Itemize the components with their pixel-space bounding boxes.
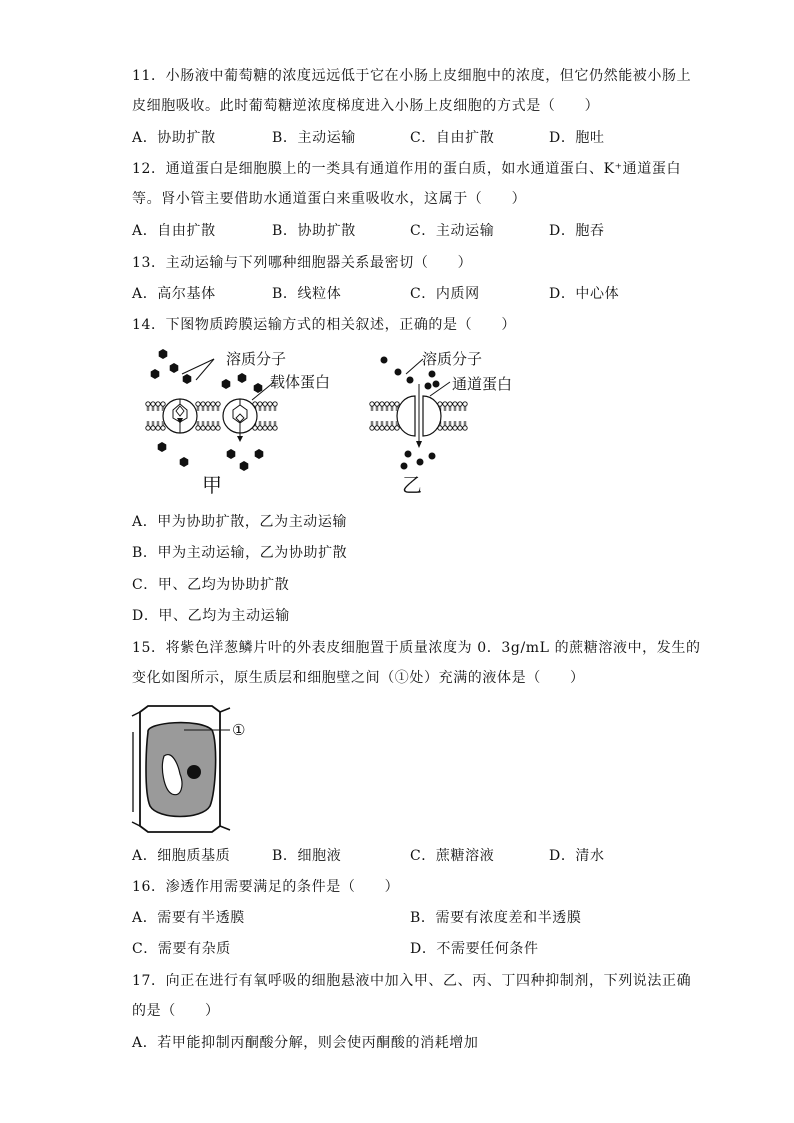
q11-option-d: D．胞吐: [549, 130, 605, 146]
q16-stem: 16．渗透作用需要满足的条件是（ ）: [132, 879, 400, 895]
q14-option-b: B．甲为主动运输，乙为协助扩散: [132, 545, 348, 561]
q16-option-c: C．需要有杂质: [132, 941, 231, 957]
q17-option-a: A．若甲能抑制丙酮酸分解，则会使丙酮酸的消耗增加: [132, 1035, 479, 1051]
q13-stem: 13．主动运输与下列哪种细胞器关系最密切（ ）: [132, 255, 473, 271]
q11-option-c: C．自由扩散: [410, 130, 495, 146]
channel-protein: [397, 384, 441, 448]
q16-option-a: A．需要有半透膜: [132, 910, 245, 926]
carrier-protein-right: [223, 399, 257, 442]
q15-option-d: D．清水: [549, 848, 605, 864]
label-yi: 乙: [402, 473, 422, 497]
q13-option-a: A．高尔基体: [132, 286, 216, 302]
q14-option-c: C．甲、乙均为协助扩散: [132, 577, 290, 593]
q16-option-d: D．不需要任何条件: [410, 941, 539, 957]
q15-stem-line2: 变化如图所示，原生质层和细胞壁之间（①处）充满的液体是（ ）: [132, 670, 585, 686]
label-channel-protein: 通道蛋白: [452, 375, 513, 393]
q12-stem-line1: 12．通道蛋白是细胞膜上的一类具有通道作用的蛋白质，如水通道蛋白、K⁺通道蛋白: [132, 161, 682, 177]
q14-stem: 14．下图物质跨膜运输方式的相关叙述，正确的是（ ）: [132, 317, 517, 333]
label-solute-yi: 溶质分子: [422, 350, 483, 368]
plasmolysis-cell-figure: [130, 702, 270, 834]
carrier-protein-left: [163, 399, 197, 433]
q15-option-a: A．细胞质基质: [132, 848, 231, 864]
q11-option-b: B．主动运输: [272, 130, 356, 146]
q12-option-c: C．主动运输: [410, 223, 495, 239]
q13-option-d: D．中心体: [549, 286, 620, 302]
q15-option-c: C．蔗糖溶液: [410, 848, 495, 864]
membrane-transport-figure: [140, 344, 540, 500]
q11-option-a: A．协助扩散: [132, 130, 216, 146]
q17-stem-line2: 的是（ ）: [132, 1003, 220, 1019]
q16-option-b: B．需要有浓度差和半透膜: [410, 910, 582, 926]
q12-option-a: A．自由扩散: [132, 223, 216, 239]
q14-option-a: A．甲为协助扩散，乙为主动运输: [132, 514, 348, 530]
q17-stem-line1: 17．向正在进行有氧呼吸的细胞悬液中加入甲、乙、丙、丁四种抑制剂，下列说法正确: [132, 973, 692, 989]
q13-option-c: C．内质网: [410, 286, 480, 302]
label-carrier-protein: 载体蛋白: [270, 373, 331, 391]
q12-stem-line2: 等。肾小管主要借助水通道蛋白来重吸收水，这属于（ ）: [132, 191, 527, 207]
marker-1: ①: [232, 721, 246, 739]
label-solute-jia: 溶质分子: [226, 350, 287, 368]
q11-stem-line2: 皮细胞吸收。此时葡萄糖逆浓度梯度进入小肠上皮细胞的方式是（ ）: [132, 98, 600, 114]
protoplast: [146, 723, 216, 817]
q11-stem-line1: 11．小肠液中葡萄糖的浓度远远低于它在小肠上皮细胞中的浓度，但它仍然能被小肠上: [132, 68, 692, 84]
q12-option-b: B．协助扩散: [272, 223, 356, 239]
q14-option-d: D．甲、乙均为主动运输: [132, 608, 290, 624]
q12-option-d: D．胞吞: [549, 223, 605, 239]
nucleus: [187, 765, 201, 779]
q15-stem-line1: 15．将紫色洋葱鳞片叶的外表皮细胞置于质量浓度为 0．3g/mL 的蔗糖溶液中，发生的: [132, 640, 701, 656]
q15-option-b: B．细胞液: [272, 848, 342, 864]
q13-option-b: B．线粒体: [272, 286, 342, 302]
label-jia: 甲: [202, 473, 222, 497]
